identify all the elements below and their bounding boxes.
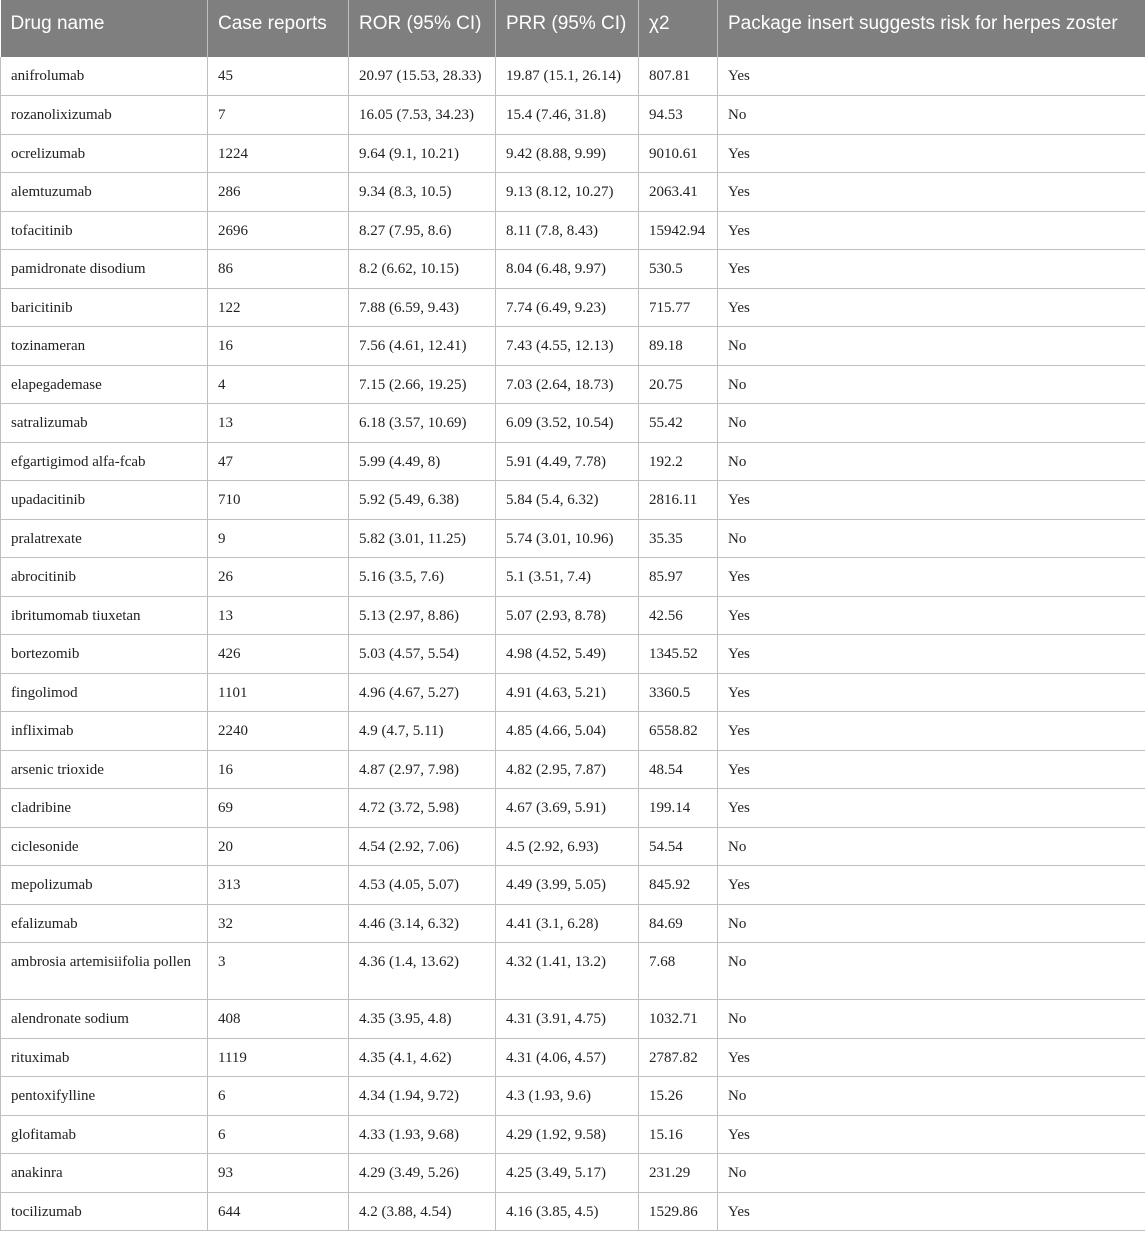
drug-name-cell: pentoxifylline	[1, 1077, 208, 1116]
table-row	[1, 943, 1145, 1000]
ror-cell: 7.88 (6.59, 9.43)	[349, 288, 496, 327]
table-row	[1, 1000, 1145, 1039]
table-header	[1, 0, 1145, 57]
prr-cell: 4.49 (3.99, 5.05)	[496, 866, 639, 905]
table-row	[1, 904, 1145, 943]
drug-name-cell: cladribine	[1, 789, 208, 828]
package-insert-cell: Yes	[718, 1038, 1145, 1077]
table-row	[1, 635, 1145, 674]
case-reports-cell: 644	[208, 1192, 349, 1231]
case-reports-cell: 13	[208, 596, 349, 635]
ror-cell: 5.82 (3.01, 11.25)	[349, 519, 496, 558]
prr-cell: 4.67 (3.69, 5.91)	[496, 789, 639, 828]
table-row	[1, 1115, 1145, 1154]
ror-cell: 6.18 (3.57, 10.69)	[349, 404, 496, 443]
drug-name-cell: tofacitinib	[1, 211, 208, 250]
drug-name-cell: anifrolumab	[1, 57, 208, 96]
drug-name-cell: ibritumomab tiuxetan	[1, 596, 208, 635]
table-row	[1, 288, 1145, 327]
chi-square-cell: 35.35	[639, 519, 718, 558]
prr-cell: 9.13 (8.12, 10.27)	[496, 173, 639, 212]
case-reports-cell: 313	[208, 866, 349, 905]
ror-cell: 7.15 (2.66, 19.25)	[349, 365, 496, 404]
chi-square-cell: 55.42	[639, 404, 718, 443]
case-reports-cell: 16	[208, 327, 349, 366]
ror-cell: 4.34 (1.94, 9.72)	[349, 1077, 496, 1116]
case-reports-cell: 20	[208, 827, 349, 866]
table-row	[1, 1077, 1145, 1116]
table-row	[1, 327, 1145, 366]
case-reports-cell: 69	[208, 789, 349, 828]
drug-name-cell: baricitinib	[1, 288, 208, 327]
chi-square-cell: 231.29	[639, 1154, 718, 1193]
table-row	[1, 1192, 1145, 1231]
package-insert-cell: Yes	[718, 558, 1145, 597]
case-reports-cell: 26	[208, 558, 349, 597]
table-body	[1, 57, 1145, 1231]
prr-cell: 5.07 (2.93, 8.78)	[496, 596, 639, 635]
case-reports-cell: 86	[208, 250, 349, 289]
package-insert-cell: Yes	[718, 250, 1145, 289]
table-row	[1, 558, 1145, 597]
drug-name-cell: glofitamab	[1, 1115, 208, 1154]
package-insert-cell: Yes	[718, 1115, 1145, 1154]
prr-cell: 4.85 (4.66, 5.04)	[496, 712, 639, 751]
header-drug-name: Drug name	[1, 0, 208, 57]
chi-square-cell: 7.68	[639, 943, 718, 1000]
package-insert-cell: No	[718, 1154, 1145, 1193]
chi-square-cell: 715.77	[639, 288, 718, 327]
ror-cell: 8.27 (7.95, 8.6)	[349, 211, 496, 250]
chi-square-cell: 94.53	[639, 96, 718, 135]
case-reports-cell: 2240	[208, 712, 349, 751]
ror-cell: 8.2 (6.62, 10.15)	[349, 250, 496, 289]
package-insert-cell: No	[718, 96, 1145, 135]
drug-name-cell: rozanolixizumab	[1, 96, 208, 135]
prr-cell: 4.91 (4.63, 5.21)	[496, 673, 639, 712]
prr-cell: 7.43 (4.55, 12.13)	[496, 327, 639, 366]
package-insert-cell: No	[718, 827, 1145, 866]
prr-cell: 4.29 (1.92, 9.58)	[496, 1115, 639, 1154]
table-row	[1, 866, 1145, 905]
chi-square-cell: 2063.41	[639, 173, 718, 212]
package-insert-cell: No	[718, 1000, 1145, 1039]
case-reports-cell: 426	[208, 635, 349, 674]
ror-cell: 16.05 (7.53, 34.23)	[349, 96, 496, 135]
table-row	[1, 442, 1145, 481]
prr-cell: 4.41 (3.1, 6.28)	[496, 904, 639, 943]
package-insert-cell: Yes	[718, 789, 1145, 828]
case-reports-cell: 93	[208, 1154, 349, 1193]
table-row	[1, 673, 1145, 712]
ror-cell: 9.34 (8.3, 10.5)	[349, 173, 496, 212]
chi-square-cell: 20.75	[639, 365, 718, 404]
ror-cell: 4.9 (4.7, 5.11)	[349, 712, 496, 751]
drug-name-cell: mepolizumab	[1, 866, 208, 905]
case-reports-cell: 7	[208, 96, 349, 135]
prr-cell: 6.09 (3.52, 10.54)	[496, 404, 639, 443]
ror-cell: 4.96 (4.67, 5.27)	[349, 673, 496, 712]
table-row	[1, 96, 1145, 135]
drug-name-cell: abrocitinib	[1, 558, 208, 597]
prr-cell: 7.74 (6.49, 9.23)	[496, 288, 639, 327]
header-prr: PRR (95% CI)	[496, 0, 639, 57]
header-ror: ROR (95% CI)	[349, 0, 496, 57]
prr-cell: 4.25 (3.49, 5.17)	[496, 1154, 639, 1193]
package-insert-cell: Yes	[718, 481, 1145, 520]
drug-name-cell: bortezomib	[1, 635, 208, 674]
package-insert-cell: No	[718, 904, 1145, 943]
ror-cell: 4.29 (3.49, 5.26)	[349, 1154, 496, 1193]
chi-square-cell: 2816.11	[639, 481, 718, 520]
chi-square-cell: 15.16	[639, 1115, 718, 1154]
package-insert-cell: No	[718, 365, 1145, 404]
chi-square-cell: 42.56	[639, 596, 718, 635]
chi-square-cell: 15.26	[639, 1077, 718, 1116]
header-package-insert: Package insert suggests risk for herpes zoster	[718, 0, 1145, 57]
ror-cell: 4.54 (2.92, 7.06)	[349, 827, 496, 866]
ror-cell: 4.33 (1.93, 9.68)	[349, 1115, 496, 1154]
case-reports-cell: 16	[208, 750, 349, 789]
package-insert-cell: No	[718, 943, 1145, 1000]
case-reports-cell: 9	[208, 519, 349, 558]
ror-cell: 5.92 (5.49, 6.38)	[349, 481, 496, 520]
table-row	[1, 827, 1145, 866]
drug-name-cell: alendronate sodium	[1, 1000, 208, 1039]
prr-cell: 4.3 (1.93, 9.6)	[496, 1077, 639, 1116]
drug-name-cell: alemtuzumab	[1, 173, 208, 212]
chi-square-cell: 84.69	[639, 904, 718, 943]
drug-name-cell: ambrosia artemisiifolia pollen	[1, 943, 208, 1000]
prr-cell: 8.11 (7.8, 8.43)	[496, 211, 639, 250]
chi-square-cell: 1529.86	[639, 1192, 718, 1231]
prr-cell: 4.5 (2.92, 6.93)	[496, 827, 639, 866]
header-row	[1, 0, 1145, 57]
chi-square-cell: 9010.61	[639, 134, 718, 173]
chi-square-cell: 845.92	[639, 866, 718, 905]
drug-name-cell: elapegademase	[1, 365, 208, 404]
prr-cell: 4.31 (3.91, 4.75)	[496, 1000, 639, 1039]
chi-square-cell: 85.97	[639, 558, 718, 597]
table-row	[1, 365, 1145, 404]
table-row	[1, 1038, 1145, 1077]
ror-cell: 4.35 (3.95, 4.8)	[349, 1000, 496, 1039]
ror-cell: 5.99 (4.49, 8)	[349, 442, 496, 481]
prr-cell: 9.42 (8.88, 9.99)	[496, 134, 639, 173]
chi-square-cell: 54.54	[639, 827, 718, 866]
package-insert-cell: Yes	[718, 596, 1145, 635]
ror-cell: 4.87 (2.97, 7.98)	[349, 750, 496, 789]
prr-cell: 5.91 (4.49, 7.78)	[496, 442, 639, 481]
chi-square-cell: 15942.94	[639, 211, 718, 250]
chi-square-cell: 530.5	[639, 250, 718, 289]
prr-cell: 8.04 (6.48, 9.97)	[496, 250, 639, 289]
case-reports-cell: 45	[208, 57, 349, 96]
table-row	[1, 134, 1145, 173]
drug-name-cell: upadacitinib	[1, 481, 208, 520]
package-insert-cell: No	[718, 327, 1145, 366]
ror-cell: 4.2 (3.88, 4.54)	[349, 1192, 496, 1231]
ror-cell: 9.64 (9.1, 10.21)	[349, 134, 496, 173]
table-row	[1, 57, 1145, 96]
package-insert-cell: Yes	[718, 288, 1145, 327]
case-reports-cell: 2696	[208, 211, 349, 250]
prr-cell: 5.84 (5.4, 6.32)	[496, 481, 639, 520]
package-insert-cell: Yes	[718, 635, 1145, 674]
package-insert-cell: No	[718, 442, 1145, 481]
table-row	[1, 250, 1145, 289]
drug-name-cell: anakinra	[1, 1154, 208, 1193]
case-reports-cell: 1119	[208, 1038, 349, 1077]
prr-cell: 15.4 (7.46, 31.8)	[496, 96, 639, 135]
drug-name-cell: rituximab	[1, 1038, 208, 1077]
drug-name-cell: pralatrexate	[1, 519, 208, 558]
prr-cell: 4.82 (2.95, 7.87)	[496, 750, 639, 789]
table-row	[1, 404, 1145, 443]
case-reports-cell: 4	[208, 365, 349, 404]
drug-name-cell: pamidronate disodium	[1, 250, 208, 289]
ror-cell: 20.97 (15.53, 28.33)	[349, 57, 496, 96]
case-reports-cell: 286	[208, 173, 349, 212]
package-insert-cell: No	[718, 1077, 1145, 1116]
package-insert-cell: Yes	[718, 750, 1145, 789]
header-case-reports: Case reports	[208, 0, 349, 57]
prr-cell: 4.16 (3.85, 4.5)	[496, 1192, 639, 1231]
table-row	[1, 750, 1145, 789]
case-reports-cell: 1224	[208, 134, 349, 173]
case-reports-cell: 32	[208, 904, 349, 943]
ror-cell: 4.35 (4.1, 4.62)	[349, 1038, 496, 1077]
case-reports-cell: 6	[208, 1077, 349, 1116]
ror-cell: 4.46 (3.14, 6.32)	[349, 904, 496, 943]
drug-name-cell: tozinameran	[1, 327, 208, 366]
drug-name-cell: arsenic trioxide	[1, 750, 208, 789]
case-reports-cell: 122	[208, 288, 349, 327]
package-insert-cell: No	[718, 404, 1145, 443]
chi-square-cell: 3360.5	[639, 673, 718, 712]
drug-name-cell: ocrelizumab	[1, 134, 208, 173]
ror-cell: 5.16 (3.5, 7.6)	[349, 558, 496, 597]
package-insert-cell: No	[718, 519, 1145, 558]
table-row	[1, 1154, 1145, 1193]
table-row	[1, 211, 1145, 250]
ror-cell: 5.03 (4.57, 5.54)	[349, 635, 496, 674]
ror-cell: 4.53 (4.05, 5.07)	[349, 866, 496, 905]
ror-cell: 7.56 (4.61, 12.41)	[349, 327, 496, 366]
chi-square-cell: 48.54	[639, 750, 718, 789]
case-reports-cell: 47	[208, 442, 349, 481]
ror-cell: 4.72 (3.72, 5.98)	[349, 789, 496, 828]
chi-square-cell: 1345.52	[639, 635, 718, 674]
chi-square-cell: 2787.82	[639, 1038, 718, 1077]
drug-name-cell: satralizumab	[1, 404, 208, 443]
ror-cell: 4.36 (1.4, 13.62)	[349, 943, 496, 1000]
prr-cell: 5.1 (3.51, 7.4)	[496, 558, 639, 597]
table-row	[1, 173, 1145, 212]
table-row	[1, 596, 1145, 635]
case-reports-cell: 1101	[208, 673, 349, 712]
package-insert-cell: Yes	[718, 134, 1145, 173]
case-reports-cell: 710	[208, 481, 349, 520]
table-row	[1, 519, 1145, 558]
chi-square-cell: 6558.82	[639, 712, 718, 751]
prr-cell: 19.87 (15.1, 26.14)	[496, 57, 639, 96]
drug-name-cell: fingolimod	[1, 673, 208, 712]
prr-cell: 4.31 (4.06, 4.57)	[496, 1038, 639, 1077]
package-insert-cell: Yes	[718, 1192, 1145, 1231]
ror-cell: 5.13 (2.97, 8.86)	[349, 596, 496, 635]
case-reports-cell: 13	[208, 404, 349, 443]
prr-cell: 5.74 (3.01, 10.96)	[496, 519, 639, 558]
table-row	[1, 712, 1145, 751]
header-chi-square: χ2	[639, 0, 718, 57]
chi-square-cell: 1032.71	[639, 1000, 718, 1039]
case-reports-cell: 3	[208, 943, 349, 1000]
package-insert-cell: Yes	[718, 57, 1145, 96]
table-row	[1, 481, 1145, 520]
table-row	[1, 789, 1145, 828]
package-insert-cell: Yes	[718, 712, 1145, 751]
case-reports-cell: 6	[208, 1115, 349, 1154]
package-insert-cell: Yes	[718, 866, 1145, 905]
case-reports-cell: 408	[208, 1000, 349, 1039]
chi-square-cell: 199.14	[639, 789, 718, 828]
prr-cell: 4.32 (1.41, 13.2)	[496, 943, 639, 1000]
drug-name-cell: infliximab	[1, 712, 208, 751]
package-insert-cell: Yes	[718, 211, 1145, 250]
chi-square-cell: 807.81	[639, 57, 718, 96]
prr-cell: 4.98 (4.52, 5.49)	[496, 635, 639, 674]
drug-name-cell: ciclesonide	[1, 827, 208, 866]
package-insert-cell: Yes	[718, 673, 1145, 712]
drug-name-cell: efgartigimod alfa-fcab	[1, 442, 208, 481]
drug-name-cell: efalizumab	[1, 904, 208, 943]
prr-cell: 7.03 (2.64, 18.73)	[496, 365, 639, 404]
package-insert-cell: Yes	[718, 173, 1145, 212]
drug-name-cell: tocilizumab	[1, 1192, 208, 1231]
chi-square-cell: 192.2	[639, 442, 718, 481]
chi-square-cell: 89.18	[639, 327, 718, 366]
